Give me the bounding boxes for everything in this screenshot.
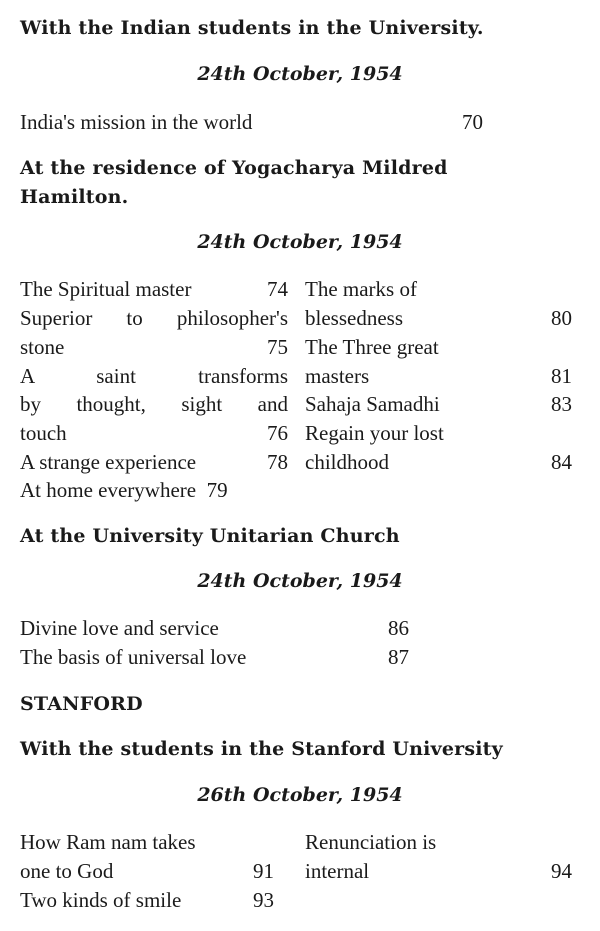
toc-entry-title: stone <box>20 335 65 359</box>
toc-entry-title: At home everywhere <box>20 478 197 502</box>
toc-entry-page: 87 <box>388 645 409 669</box>
section-date: 24th October, 1954 <box>197 231 403 253</box>
toc-entry <box>305 362 572 391</box>
toc-entry-title: Superior to philosopher's <box>20 306 288 330</box>
section-heading-yogacharya-line2: Hamilton. <box>20 186 129 208</box>
toc-entry-page: 76 <box>267 421 288 445</box>
toc-entry-page: 86 <box>388 616 409 640</box>
toc-entry-title: A saint transforms <box>20 364 288 388</box>
toc-entry-title: blessedness <box>305 306 403 330</box>
toc-entry-title: A strange experience <box>20 450 197 474</box>
section-place-stanford: STANFORD <box>20 693 143 715</box>
toc-entry <box>20 857 274 886</box>
toc-entry <box>20 448 288 477</box>
toc-entry <box>20 275 288 304</box>
toc-entry-title: masters <box>305 364 370 388</box>
toc-entry-page: 75 <box>267 335 288 359</box>
toc-entry-title: touch <box>20 421 67 445</box>
section-heading-unitarian-church: At the University Unitarian Church <box>20 525 400 547</box>
toc-entry-page: 84 <box>551 450 572 474</box>
toc-entry <box>305 304 572 333</box>
toc-entry-title: Two kinds of smile <box>20 888 182 912</box>
toc-entry-title: The basis of universal love <box>20 645 247 669</box>
toc-entry-page: 83 <box>551 392 572 416</box>
toc-entry-page: 78 <box>267 450 288 474</box>
section-date: 24th October, 1954 <box>197 63 403 85</box>
toc-entry-title: The Three great <box>305 335 439 359</box>
toc-entry-title: Divine love and service <box>20 616 219 640</box>
toc-entry-title: childhood <box>305 450 389 474</box>
toc-entry <box>20 886 274 915</box>
toc-entry <box>20 333 288 362</box>
toc-entry-title: How Ram nam takes <box>20 830 196 854</box>
section-date: 26th October, 1954 <box>197 784 403 806</box>
section-heading-stanford-students: With the students in the Stanford University <box>20 738 503 760</box>
toc-entry <box>305 857 572 886</box>
toc-entry <box>305 390 572 419</box>
toc-entry-title: by thought, sight and <box>20 392 288 416</box>
toc-entry-title: The Spiritual master <box>20 277 192 301</box>
toc-entry <box>305 448 572 477</box>
toc-entry-page: 81 <box>551 364 572 388</box>
toc-entry-page: 91 <box>253 859 274 883</box>
toc-entry-page: 79 <box>206 478 228 502</box>
section-heading-indian-students: With the Indian students in the University. <box>20 17 484 39</box>
toc-entry-title: Sahaja Samadhi <box>305 392 440 416</box>
section-heading-yogacharya-line1: At the residence of Yogacharya Mildred <box>20 157 448 179</box>
toc-entry-page: 93 <box>253 888 274 912</box>
toc-entry-page: 70 <box>462 110 483 134</box>
section-date: 24th October, 1954 <box>197 570 403 592</box>
toc-entry-title: India's mission in the world <box>20 110 253 134</box>
toc-entry-title: The marks of <box>305 277 417 301</box>
toc-entry-title: one to God <box>20 859 114 883</box>
toc-entry-title: Regain your lost <box>305 421 444 445</box>
toc-entry-page: 74 <box>267 277 288 301</box>
toc-entry <box>20 419 288 448</box>
toc-entry-page: 80 <box>551 306 572 330</box>
toc-entry-page: 94 <box>551 859 572 883</box>
toc-entry <box>20 476 228 505</box>
toc-entry-title: Renunciation is <box>305 830 437 854</box>
toc-entry-title: internal <box>305 859 370 883</box>
